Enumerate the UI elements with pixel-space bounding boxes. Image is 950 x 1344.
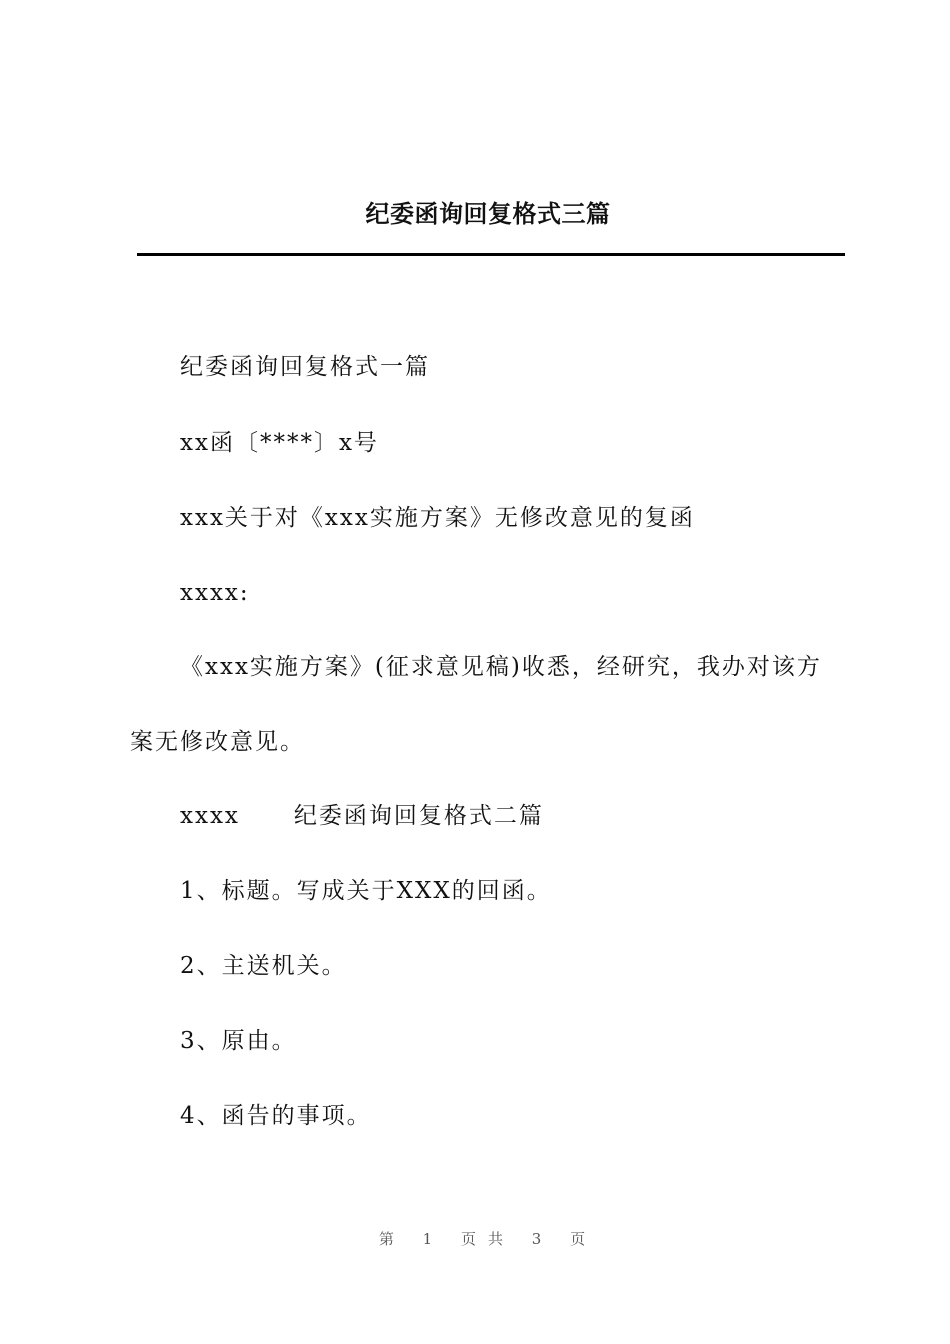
- list-item-recipient: 2、主送机关。: [180, 953, 347, 979]
- page-footer: 第 1 页共 3 页: [378, 1230, 598, 1248]
- reply-title: xxx关于对《xxx实施方案》无修改意见的复函: [180, 505, 695, 531]
- document-number: xx函〔****〕x号: [180, 430, 379, 456]
- section-heading-one: 纪委函询回复格式一篇: [180, 354, 430, 380]
- page-title: 纪委函询回复格式三篇: [365, 199, 611, 228]
- section-heading-two: 纪委函询回复格式二篇: [293, 803, 544, 829]
- list-item-reason: 3、原由。: [180, 1028, 297, 1054]
- list-item-title: 1、标题。写成关于XXX的回函。: [180, 878, 552, 904]
- body-paragraph-line-2: 案无修改意见。: [130, 729, 305, 755]
- title-divider: [137, 253, 845, 256]
- body-paragraph-line-1: 《xxx实施方案》(征求意见稿)收悉，经研究，我办对该方: [180, 654, 822, 680]
- sender-name: xxxx: [180, 803, 240, 829]
- list-item-matters: 4、函告的事项。: [180, 1103, 372, 1129]
- recipient-salutation: xxxx:: [180, 580, 250, 606]
- signature-line: [180, 801, 544, 831]
